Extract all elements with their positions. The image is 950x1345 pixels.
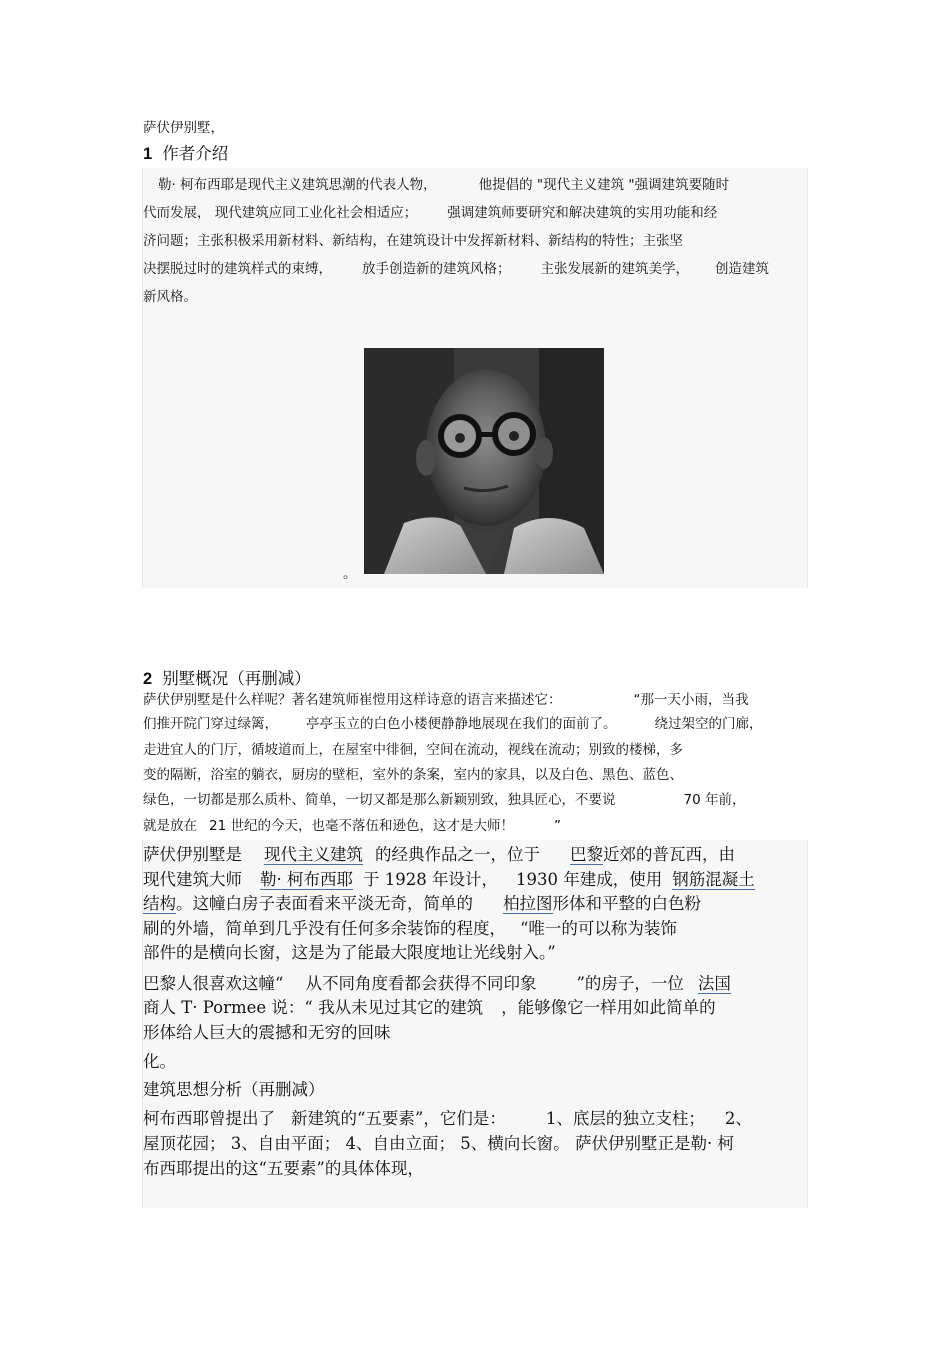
quote-line-3 xyxy=(143,740,683,760)
intro-line-2b: 强调建筑师要研究和解决建筑的实用功能和经 xyxy=(447,205,718,221)
link-plato[interactable]: 柏拉图 xyxy=(503,894,553,913)
section-2-heading xyxy=(143,668,311,690)
p1-text-c: 近郊的普瓦西，由 xyxy=(603,845,735,864)
p2-line-1 xyxy=(143,972,731,996)
p3-text-f: 布西耶提出的这“五要素”的具体体现， xyxy=(143,1159,424,1178)
architect-portrait-photo xyxy=(364,348,604,574)
p1-text-j: “唯一的可以称为装饰 xyxy=(520,919,677,938)
p3-line-3 xyxy=(143,1157,424,1181)
p2-line-3 xyxy=(143,1021,391,1045)
p3-text-a: 柯布西耶曾提出了 xyxy=(143,1109,275,1128)
intro-line-4a: 决摆脱过时的建筑样式的束缚， xyxy=(143,261,332,277)
section-1-title: 作者介绍 xyxy=(162,144,229,163)
quote-line-2 xyxy=(143,714,763,734)
p1-text-f: 1930 年建成，使用 xyxy=(515,870,663,889)
quote-line-4a: 变的隔断，浴室的躺衣，厨房的壁柜，室外的条案，室内的家具，以及白色、黑色、蓝色、 xyxy=(143,767,683,783)
p3-line-1 xyxy=(143,1107,752,1131)
link-reinforced-concrete[interactable]: 钢筋混凝土 xyxy=(672,870,755,889)
intro-line-4 xyxy=(143,259,769,279)
p2-text-g: 化。 xyxy=(143,1052,176,1071)
p1-line-3 xyxy=(143,892,701,916)
p1-text-a: 萨伏伊别墅是 xyxy=(143,845,242,864)
p2-text-c: ”的房子，一位 xyxy=(576,974,684,993)
p3-text-b: 新建筑的“五要素”，它们是： xyxy=(291,1109,506,1128)
p1-text-b: 的经典作品之一，位于 xyxy=(375,845,540,864)
quote-line-1a: 萨伏伊别墅是什么样呢？著名建筑师崔愷用这样诗意的语言来描述它： xyxy=(143,692,562,708)
p3-text-e: 屋顶花园； 3、自由平面； 4、自由立面； 5、横向长窗。 萨伏伊别墅正是勒· 柯 xyxy=(143,1134,734,1153)
quote-line-6b: 21 世纪的今天，也毫不落伍和逊色，这才是大师！ xyxy=(209,818,514,834)
p1-text-h: 形体和平整的白色粉 xyxy=(552,894,701,913)
p2-line-2 xyxy=(143,996,716,1020)
quote-line-5b: 70 年前， xyxy=(683,792,746,808)
analysis-heading: 建筑思想分析（再删减） xyxy=(143,1080,325,1099)
section-2-title: 别墅概况（再删减） xyxy=(162,669,311,688)
link-paris[interactable]: 巴黎 xyxy=(570,845,603,864)
quote-line-1b: “那一天小雨，当我 xyxy=(633,692,749,708)
intro-line-4d: 创造建筑 xyxy=(715,261,769,277)
section-1-heading xyxy=(143,143,228,165)
intro-line-3a: 济问题；主张积极采用新材料、新结构，在建筑设计中发挥新材料、新结构的特性；主张坚 xyxy=(143,233,683,249)
p1-text-k: 部件的是横向长窗，这是为了能最大限度地让光线射入。” xyxy=(143,943,556,962)
quote-line-2a: 们推开院门穿过绿篱， xyxy=(143,716,278,732)
intro-line-1b: 他提倡的 "现代主义建筑 "强调建筑要随时 xyxy=(478,177,730,193)
p2-text-e: ，能够像它一样用如此简单的 xyxy=(501,998,716,1017)
p2-text-a: 巴黎人很喜欢这幢“ xyxy=(143,974,284,993)
quote-line-5 xyxy=(143,790,745,810)
p3-text-d: 2、 xyxy=(724,1109,752,1128)
section-1-number: 1 xyxy=(143,145,153,163)
quote-line-2b: 亭亭玉立的白色小楼便静静地展现在我们的面前了。 xyxy=(306,716,617,732)
intro-line-1 xyxy=(158,175,729,195)
p1-text-g: 。这幢白房子表面看来平淡无奇，简单的 xyxy=(176,894,473,913)
document-title-line: 萨伏伊别墅， xyxy=(143,120,224,136)
section-2-number: 2 xyxy=(143,670,153,688)
p2-text-f: 形体给人巨大的震撼和无穷的回味 xyxy=(143,1023,391,1042)
p1-line-4 xyxy=(143,917,677,941)
p1-line-5 xyxy=(143,941,556,965)
intro-line-2a: 代而发展， 现代建筑应同工业化社会相适应； xyxy=(143,205,418,221)
link-france[interactable]: 法国 xyxy=(697,974,731,993)
intro-line-1a: 勒· 柯布西耶是现代主义建筑思潮的代表人物， xyxy=(158,177,437,193)
link-le-corbusier[interactable]: 勒· 柯布西耶 xyxy=(260,870,353,889)
intro-line-4c: 主张发展新的建筑美学， xyxy=(540,261,689,277)
p1-line-1 xyxy=(143,843,735,867)
p3-text-c: 1、底层的独立支柱； xyxy=(545,1109,705,1128)
quote-line-6a: 就是放在 xyxy=(143,818,197,834)
intro-line-4b: 放手创造新的建筑风格； xyxy=(362,261,511,277)
quote-line-3a: 走进宜人的门厅，循坡道而上，在屋室中徘徊，空间在流动，视线在流动；别致的楼梯，多 xyxy=(143,742,683,758)
p1-text-d: 现代建筑大师 xyxy=(143,870,242,889)
intro-line-5 xyxy=(143,287,197,307)
quote-line-5a: 绿色，一切都是那么质朴、简单，一切又都是那么新颖别致，独具匠心，不要说 xyxy=(143,792,616,808)
intro-line-2 xyxy=(143,203,717,223)
portrait-illustration xyxy=(364,348,604,574)
quote-line-4 xyxy=(143,765,683,785)
link-modernist-architecture[interactable]: 现代主义建筑 xyxy=(264,845,363,864)
p2-text-b: 从不同角度看都会获得不同印象 xyxy=(305,974,537,993)
p1-line-2 xyxy=(143,868,755,892)
p1-text-e: 于 1928 年设计， xyxy=(363,870,498,889)
intro-line-5a: 新风格。 xyxy=(143,289,197,305)
intro-line-3 xyxy=(143,231,683,251)
p1-text-i: 刷的外墙，简单到几乎没有任何多余装饰的程度， xyxy=(143,919,506,938)
quote-line-6 xyxy=(143,816,561,836)
p3-line-2 xyxy=(143,1132,734,1156)
link-structure[interactable]: 结构 xyxy=(143,894,176,913)
p2-line-4 xyxy=(143,1050,176,1074)
photo-caption: 。 xyxy=(343,566,357,582)
quote-line-6c: ” xyxy=(553,818,561,834)
p2-text-d: 商人 T· Pormee 说：“ 我从未见过其它的建筑 xyxy=(143,998,484,1017)
quote-line-2c: 绕过架空的门廊， xyxy=(654,716,763,732)
quote-line-1 xyxy=(143,690,749,710)
